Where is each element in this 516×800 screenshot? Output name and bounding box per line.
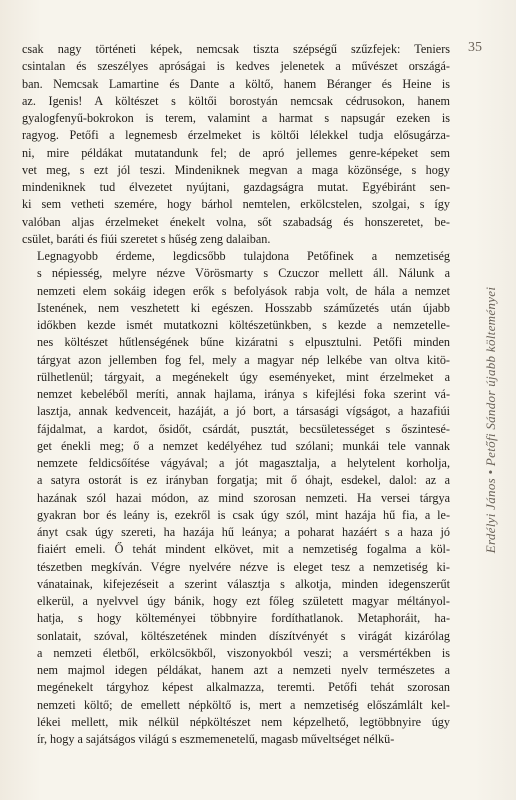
text-line: get énekli meg; ő a nemzet kedélyéhez tud szólani; munkái tele vannak: [37, 438, 450, 453]
text-line: s népiesség, melyre nézve Vörösmarty s Czuczor mellett áll. Nálunk a: [37, 266, 450, 281]
text-line: időkben kezde ismét mutatkozni költészetünkben, s kezde a nemzetelle-: [37, 318, 450, 332]
text-line: a satyra ostorát is ez irányban forgatja; mit ő óhajt, esdekel, dalol: az a: [37, 473, 450, 488]
text-line: Legnagyobb érdeme, legdicsőbb tulajdona Petőfinek a nemzetiség: [37, 249, 450, 263]
text-line: vánatainak, kifejezéseit a szerint választja s alkotja, minden idegenszerűt: [37, 576, 450, 591]
text-line: a nemzeti életből, erkölcsökből, viszonyokból veszi; a versmértékben is: [37, 645, 450, 660]
paragraph: [22, 41, 450, 248]
text-line: gyakran bor és leány is, ezekről is csak úgy szól, mint hazája hű fia, a le-: [37, 507, 450, 522]
text-line: ír, hogy a sajátságos világú s eszmemenetelű, magasb műveltséget nélkü-: [37, 732, 395, 746]
text-line: hatja, s hogy költeményei többnyire fordíthatlanok. Metaphoráit, ha-: [37, 611, 450, 626]
text-line: nemzeti költő; de emellett népköltő is, mert a nemzetiség előszámlált kel-: [37, 697, 450, 712]
text-line: hazának szól hazai módon, az mind szorosan nemzeti. Ha versei tárgya: [37, 490, 450, 505]
text-line: nes költészet hűtlenségének bűne kizáratni s elpusztulni. Petőfi minden: [37, 335, 450, 350]
text-line: nemzete feldicsőítése vágyával; a jót magasztalja, a helytelent korholja,: [37, 456, 450, 470]
text-line: tárgyat azon jellemben fog fel, mely a magyar nép lelkébe van oltva kitö-: [37, 352, 450, 367]
text-line: fájdalmat, a kardot, ősidőt, csárdát, pusztát, becsületességet s őszintesé-: [37, 421, 450, 436]
text-line: valóban aljas érzelmeket énekelt volna, sőt szabadság és honszeretet, be-: [22, 214, 450, 229]
text-line: elkerül, a nyelvvel úgy bánik, hogy ezt főleg született magyar méltányol-: [37, 594, 450, 608]
text-line: mindeniknek tud élvezetet nyújtani, gazdagságra mutat. Egyébiránt sen-: [22, 180, 450, 194]
body-text: [22, 41, 450, 748]
text-line: csak nagy történeti képek, nemcsak tiszta szépségű szűzfejek: Teniers: [22, 42, 450, 56]
text-line: ki sem vetheti szemére, hogy bárhol nemtelen, erkölcstelen, szolgai, s így: [22, 197, 450, 212]
text-line: ni, mire példákat mutatandunk fel; de apró jellemes genre-képeket sem: [22, 145, 450, 160]
text-line: nemzeti elem sokáig idegen erők s befolyások rabja volt, de hála a nemzet: [37, 283, 450, 298]
text-line: Istenének, nem veszhetett ki egészen. Hosszabb száműzetés után újabb: [37, 300, 450, 315]
text-line: megénekelt tárgyhoz képest alkalmazza, teremti. Petőfi tehát szorosan: [37, 680, 450, 695]
page-number: 35: [468, 40, 482, 55]
text-line: tészetben megkíván. Végre nyelvére nézve is eleget tesz a nemzetiség ki-: [37, 559, 450, 574]
text-line: vet meg, s ezt jól teszi. Mindeniknek megvan a maga közönsége, s hogy: [22, 162, 450, 177]
text-line: nemzet kebeléből meríti, annak hajlama, iránya s kifejlési foka szerint vá-: [37, 387, 450, 401]
text-line: ban. Nemcsak Lamartine és Dante a költő, hanem Béranger és Heine is: [22, 76, 450, 91]
text-line: rülhetlenül; tárgyait, a megénekelt úgy eseményeket, mint érzelmeket a: [37, 369, 450, 384]
text-line: lékei mellett, mik nélkül népköltészet nem képzelhető, legtöbbnyire úgy: [37, 714, 450, 729]
text-line: ányt csak úgy szereti, ha hazája hű leánya; a poharat hazáért s a haza jó: [37, 525, 450, 539]
text-line: sonlatait, szóval, költészetének minden díszítvényét s virágát kizárólag: [37, 628, 450, 643]
paragraph: [22, 248, 450, 748]
text-line: csintalan és szeszélyes apróságai is kedves jelenetek a művészet országá-: [22, 59, 450, 74]
text-line: lasztja, annak kedvenceit, hazáját, a jó bort, a társasági vígságot, a hazafiúi: [37, 404, 450, 419]
text-line: az. Igenis! A költészet s költői borostyán nemcsak cédrusokon, hanem: [22, 93, 450, 108]
text-line: gyalogfenyű-bokrokon is terem, valamint a harmat s napsugár ezeken is: [22, 111, 450, 125]
text-line: csület, baráti és fiúi szeretet s hűség zeng dalaiban.: [22, 231, 271, 246]
text-line: fiaiért emeli. Ő tehát mindent elkövet, mit a nemzetiség fogalma a köl-: [37, 542, 450, 557]
text-line: ragyog. Petőfi a legnemesb érzelmeket is költői lélekkel tudja elősugárza-: [22, 128, 450, 143]
running-head: Erdélyi János • Petőfi Sándor újabb költeményei: [483, 286, 498, 554]
text-line: nem majmol idegen példákat, hanem azt a nemzeti nyelv természetes a: [37, 663, 450, 677]
